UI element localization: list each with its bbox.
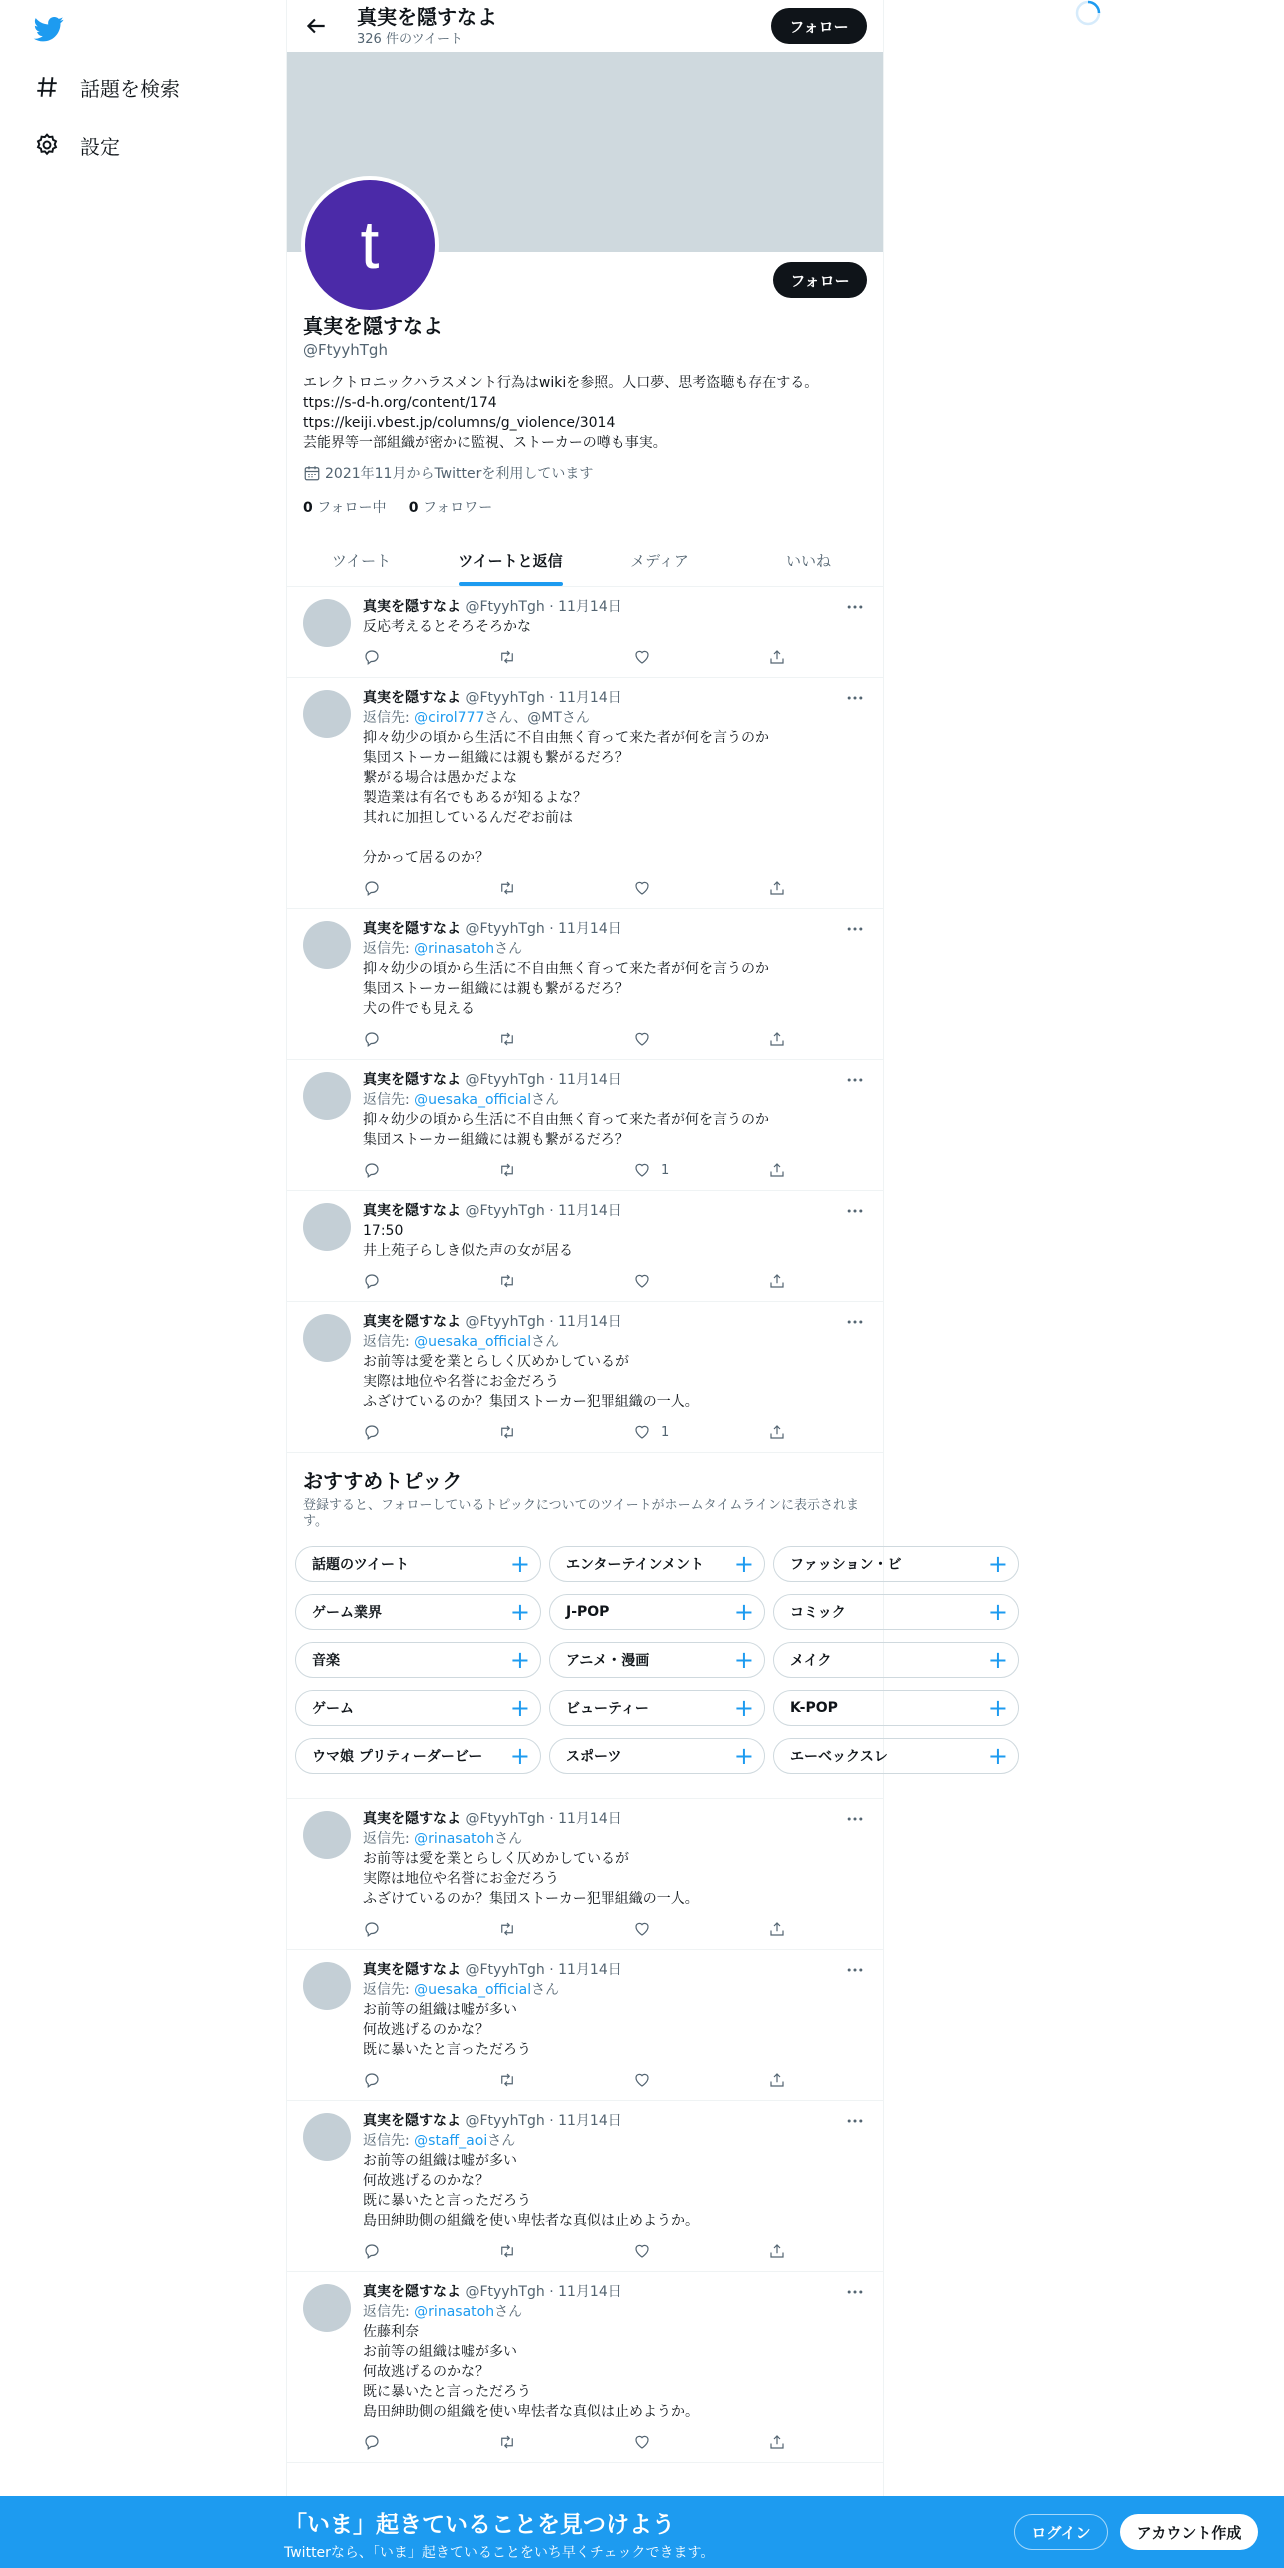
more-options-icon[interactable] bbox=[845, 2282, 865, 2302]
tweet-avatar[interactable] bbox=[303, 2284, 351, 2332]
followers-count: 0 bbox=[408, 500, 419, 516]
heart-icon bbox=[633, 879, 651, 897]
header-follow-button[interactable]: フォロー bbox=[771, 8, 867, 44]
like-button[interactable] bbox=[633, 2071, 768, 2089]
plus-icon[interactable]: + bbox=[509, 1646, 530, 1674]
tweet[interactable] bbox=[287, 587, 883, 678]
plus-icon[interactable]: + bbox=[987, 1742, 1008, 1770]
topic-chip[interactable] bbox=[773, 1690, 1019, 1726]
tab-likes[interactable]: いいね bbox=[785, 552, 831, 570]
nav-settings-label: 設定 bbox=[80, 134, 120, 159]
retweet-icon bbox=[498, 1423, 516, 1441]
tweet-actions bbox=[363, 637, 788, 677]
back-arrow-icon[interactable] bbox=[303, 13, 329, 39]
retweet-button[interactable] bbox=[498, 1030, 633, 1048]
retweet-button[interactable] bbox=[498, 648, 633, 666]
reply-button[interactable] bbox=[363, 2433, 498, 2451]
share-button[interactable] bbox=[768, 2242, 788, 2260]
tweet-actions bbox=[363, 2060, 788, 2100]
reply-button[interactable] bbox=[363, 1272, 498, 1290]
profile-name: 真実を隠すなよ bbox=[303, 314, 443, 338]
reply-icon bbox=[363, 1030, 381, 1048]
tweet-avatar[interactable] bbox=[303, 1072, 351, 1120]
retweet-button[interactable] bbox=[498, 879, 633, 897]
tweet-reply-to bbox=[363, 1980, 867, 2000]
reply-prefix: 返信先: bbox=[363, 941, 415, 957]
retweet-button[interactable] bbox=[498, 2242, 633, 2260]
topic-chip-label: コミック bbox=[790, 1605, 846, 1621]
topic-chip[interactable] bbox=[295, 1738, 541, 1774]
profile-stats bbox=[303, 497, 867, 517]
tweet-meta: @FtyyhTgh · 11月14日 bbox=[461, 690, 622, 706]
topic-chip[interactable] bbox=[773, 1546, 1019, 1582]
tweet-avatar[interactable] bbox=[303, 599, 351, 647]
tweet-reply-to bbox=[363, 939, 867, 959]
plus-icon[interactable]: + bbox=[733, 1598, 754, 1626]
tweet[interactable] bbox=[287, 1060, 883, 1191]
tweet-meta: @FtyyhTgh · 11月14日 bbox=[461, 2113, 622, 2129]
reply-suffix: さん bbox=[494, 941, 523, 957]
hashtag-icon bbox=[34, 74, 60, 100]
signup-banner-subtitle: Twitterなら、「いま」起きていることをいち早くチェックできます。 bbox=[284, 2545, 715, 2561]
like-button[interactable] bbox=[633, 1161, 768, 1179]
share-icon bbox=[768, 2242, 786, 2260]
tweet-text: お前等の組織は嘘が多い 何故逃げるのかな？ 既に暴いたと言っただろう bbox=[363, 2002, 531, 2058]
topic-chip[interactable] bbox=[295, 1594, 541, 1630]
tweet-avatar[interactable] bbox=[303, 1811, 351, 1859]
reply-prefix: 返信先: bbox=[363, 1982, 415, 1998]
plus-icon[interactable]: + bbox=[509, 1694, 530, 1722]
tweet-reply-to bbox=[363, 1332, 867, 1352]
reply-mention-link[interactable]: @staff_aoi bbox=[414, 2133, 488, 2149]
heart-icon bbox=[633, 1161, 651, 1179]
reply-suffix: さん bbox=[494, 2304, 523, 2320]
joined-text: 2021年11月からTwitterを利用しています bbox=[325, 466, 594, 482]
tweet-author-name[interactable]: 真実を隠すなよ bbox=[363, 690, 461, 706]
reply-suffix: さん、@MTさん bbox=[484, 710, 590, 726]
tweet[interactable] bbox=[287, 1302, 883, 1453]
reply-suffix: さん bbox=[494, 1831, 523, 1847]
tweet-count: 326 件のツイート bbox=[357, 31, 464, 47]
like-button[interactable] bbox=[633, 1272, 768, 1290]
like-button[interactable] bbox=[633, 1030, 768, 1048]
reply-suffix: さん bbox=[531, 1092, 560, 1108]
tweet-actions bbox=[363, 1019, 788, 1059]
followers-link[interactable] bbox=[409, 500, 493, 516]
retweet-icon bbox=[498, 1030, 516, 1048]
topic-chip-label: K-POP bbox=[790, 1700, 838, 1716]
like-button[interactable] bbox=[633, 879, 768, 897]
share-button[interactable] bbox=[768, 2071, 788, 2089]
share-button[interactable] bbox=[768, 1423, 788, 1441]
reply-mention-link[interactable]: @rinasatoh bbox=[414, 2304, 495, 2320]
tweet-avatar[interactable] bbox=[303, 1314, 351, 1362]
topic-chip-label: 音楽 bbox=[312, 1653, 340, 1669]
topic-chip[interactable] bbox=[549, 1594, 765, 1630]
share-icon bbox=[768, 879, 786, 897]
plus-icon[interactable]: + bbox=[987, 1550, 1008, 1578]
tab-tweets-and-replies[interactable]: ツイートと返信 bbox=[436, 535, 585, 586]
topic-chip[interactable] bbox=[773, 1642, 1019, 1678]
tweet-avatar[interactable] bbox=[303, 2113, 351, 2161]
tweet-author-name[interactable]: 真実を隠すなよ bbox=[363, 1203, 461, 1219]
tweet-actions bbox=[363, 2231, 788, 2271]
topic-chip-row bbox=[295, 1594, 1008, 1634]
tweet-header bbox=[363, 1070, 867, 1090]
share-button[interactable] bbox=[768, 1030, 788, 1048]
like-button[interactable] bbox=[633, 2242, 768, 2260]
tweet-text: お前等の組織は嘘が多い 何故逃げるのかな？ 既に暴いたと言っただろう 島田紳助側の組織を使い卑怯者な真似は止めようか。 bbox=[363, 2153, 699, 2229]
topic-chip-row bbox=[295, 1738, 1008, 1778]
retweet-icon bbox=[498, 879, 516, 897]
share-button[interactable] bbox=[768, 1272, 788, 1290]
topic-chip[interactable] bbox=[773, 1594, 1019, 1630]
retweet-icon bbox=[498, 2433, 516, 2451]
more-options-icon[interactable] bbox=[845, 688, 865, 708]
share-icon bbox=[768, 648, 786, 666]
topic-chip[interactable] bbox=[549, 1690, 765, 1726]
topic-chip-label: ゲーム bbox=[312, 1701, 354, 1717]
reply-icon bbox=[363, 2433, 381, 2451]
tweet[interactable] bbox=[287, 2101, 883, 2272]
reply-button[interactable] bbox=[363, 2071, 498, 2089]
tweet-text: 反応考えるとそろそろかな bbox=[363, 619, 531, 635]
retweet-button[interactable] bbox=[498, 2071, 633, 2089]
tweet-meta: @FtyyhTgh · 11月14日 bbox=[461, 1203, 622, 1219]
tweet-avatar[interactable] bbox=[303, 1203, 351, 1251]
topic-chip-row bbox=[295, 1642, 1008, 1682]
plus-icon[interactable]: + bbox=[509, 1598, 530, 1626]
signup-banner bbox=[0, 2496, 1284, 2568]
heart-icon bbox=[633, 648, 651, 666]
topic-chip-row bbox=[295, 1690, 1008, 1730]
topic-chip[interactable] bbox=[773, 1738, 1019, 1774]
tweet-reply-to bbox=[363, 1090, 867, 1110]
topic-chip-label: ファッション・ビ bbox=[790, 1557, 902, 1573]
reply-mention-link[interactable]: @rinasatoh bbox=[414, 1831, 495, 1847]
share-button[interactable] bbox=[768, 879, 788, 897]
like-count: 1 bbox=[661, 1424, 670, 1440]
plus-icon[interactable]: + bbox=[987, 1598, 1008, 1626]
tweet[interactable] bbox=[287, 2272, 883, 2463]
tweet-actions bbox=[363, 1261, 788, 1301]
topic-chip-row bbox=[295, 1546, 1008, 1586]
tweet[interactable] bbox=[287, 909, 883, 1060]
like-button[interactable] bbox=[633, 1423, 768, 1441]
topic-chip-label: ビューティー bbox=[566, 1701, 649, 1717]
tweet-reply-to bbox=[363, 1829, 867, 1849]
retweet-icon bbox=[498, 648, 516, 666]
tweet-author-name[interactable]: 真実を隠すなよ bbox=[363, 1811, 461, 1827]
tweet-reply-to bbox=[363, 2302, 867, 2322]
share-icon bbox=[768, 1423, 786, 1441]
topic-chip[interactable] bbox=[295, 1546, 541, 1582]
retweet-button[interactable] bbox=[498, 1272, 633, 1290]
twitter-logo-icon[interactable] bbox=[32, 14, 66, 44]
topic-chip-label: ゲーム業界 bbox=[312, 1605, 382, 1621]
tweet-actions bbox=[363, 2422, 788, 2462]
tweet-header bbox=[363, 2282, 867, 2302]
reply-button[interactable] bbox=[363, 648, 498, 666]
reply-button[interactable] bbox=[363, 1030, 498, 1048]
heart-icon bbox=[633, 1423, 651, 1441]
topic-chip-label: J-POP bbox=[566, 1604, 610, 1620]
tweet-reply-to bbox=[363, 708, 867, 728]
topic-chip[interactable] bbox=[295, 1642, 541, 1678]
more-options-icon[interactable] bbox=[845, 1201, 865, 1221]
reply-icon bbox=[363, 1423, 381, 1441]
topic-chip[interactable] bbox=[549, 1642, 765, 1678]
plus-icon[interactable]: + bbox=[733, 1742, 754, 1770]
reply-icon bbox=[363, 648, 381, 666]
following-link[interactable] bbox=[303, 500, 387, 516]
retweet-button[interactable] bbox=[498, 1920, 633, 1938]
reply-button[interactable] bbox=[363, 2242, 498, 2260]
share-icon bbox=[768, 2071, 786, 2089]
loading-spinner-icon bbox=[1072, 0, 1104, 26]
signup-banner-title: 「いま」起きていることを見つけよう bbox=[284, 2512, 675, 2538]
profile-joined bbox=[303, 463, 867, 483]
tweet-meta: @FtyyhTgh · 11月14日 bbox=[461, 2284, 622, 2300]
share-icon bbox=[768, 1161, 786, 1179]
share-button[interactable] bbox=[768, 1920, 788, 1938]
reply-mention-link[interactable]: @cirol777 bbox=[414, 710, 485, 726]
nav-explore[interactable] bbox=[34, 65, 180, 109]
reply-suffix: さん bbox=[487, 2133, 516, 2149]
reply-icon bbox=[363, 1272, 381, 1290]
reply-mention-link[interactable]: @uesaka_official bbox=[414, 1092, 532, 1108]
tweet-actions bbox=[363, 1909, 788, 1949]
reply-mention-link[interactable]: @uesaka_official bbox=[414, 1982, 532, 1998]
reply-icon bbox=[363, 2071, 381, 2089]
tweet-text: 抑々幼少の頃から生活に不自由無く育って来た者が何を言うのか 集団ストーカー組織には親も繋がるだろ？ 犬の件でも見える bbox=[363, 961, 769, 1017]
like-button[interactable] bbox=[633, 648, 768, 666]
more-options-icon[interactable] bbox=[845, 1070, 865, 1090]
tweet-author-name[interactable]: 真実を隠すなよ bbox=[363, 1072, 461, 1088]
retweet-icon bbox=[498, 1272, 516, 1290]
topic-chip-label: ウマ娘 プリティーダービー bbox=[312, 1749, 483, 1765]
heart-icon bbox=[633, 1030, 651, 1048]
tweet-author-name[interactable]: 真実を隠すなよ bbox=[363, 1962, 461, 1978]
profile-avatar[interactable]: t bbox=[301, 176, 439, 314]
nav-settings[interactable] bbox=[34, 123, 120, 167]
share-icon bbox=[768, 2433, 786, 2451]
profile-handle: @FtyyhTgh bbox=[303, 341, 388, 359]
plus-icon[interactable]: + bbox=[733, 1550, 754, 1578]
more-options-icon[interactable] bbox=[845, 1809, 865, 1829]
heart-icon bbox=[633, 2242, 651, 2260]
tweet-author-name[interactable]: 真実を隠すなよ bbox=[363, 1314, 461, 1330]
topic-chip-label: スポーツ bbox=[566, 1749, 622, 1765]
reply-mention-link[interactable]: @rinasatoh bbox=[414, 941, 495, 957]
following-count: 0 bbox=[303, 500, 313, 516]
topic-chip-label: エーベックスレ bbox=[790, 1749, 888, 1765]
tweet-author-name[interactable]: 真実を隠すなよ bbox=[363, 921, 461, 937]
tweet-author-name[interactable]: 真実を隠すなよ bbox=[363, 599, 461, 615]
topic-chip-label: メイク bbox=[790, 1653, 832, 1669]
share-button[interactable] bbox=[768, 2433, 788, 2451]
topic-chip-label: アニメ・漫画 bbox=[566, 1653, 650, 1669]
tweet[interactable] bbox=[287, 1799, 883, 1950]
heart-icon bbox=[633, 2433, 651, 2451]
tweet-meta: @FtyyhTgh · 11月14日 bbox=[461, 1072, 622, 1088]
tweet-actions bbox=[363, 868, 788, 908]
topic-chip-label: 話題のツイート bbox=[312, 1557, 410, 1573]
like-button[interactable] bbox=[633, 2433, 768, 2451]
tweet[interactable] bbox=[287, 678, 883, 909]
topic-chips bbox=[287, 1546, 1008, 1778]
retweet-icon bbox=[498, 1920, 516, 1938]
share-icon bbox=[768, 1030, 786, 1048]
following-label: フォロー中 bbox=[312, 500, 387, 516]
tweet-text: 抑々幼少の頃から生活に不自由無く育って来た者が何を言うのか 集団ストーカー組織には親も繋がるだろ？ bbox=[363, 1112, 769, 1148]
share-button[interactable] bbox=[768, 1161, 788, 1179]
profile-tabs bbox=[287, 535, 883, 587]
more-options-icon[interactable] bbox=[845, 1312, 865, 1332]
more-options-icon[interactable] bbox=[845, 1960, 865, 1980]
more-options-icon[interactable] bbox=[845, 919, 865, 939]
share-icon bbox=[768, 1272, 786, 1290]
login-button[interactable]: ログイン bbox=[1014, 2514, 1108, 2550]
tweet-meta: @FtyyhTgh · 11月14日 bbox=[461, 599, 622, 615]
tweet-meta: @FtyyhTgh · 11月14日 bbox=[461, 921, 622, 937]
reply-prefix: 返信先: bbox=[363, 2304, 415, 2320]
like-count: 1 bbox=[661, 1162, 670, 1178]
tweet[interactable] bbox=[287, 1950, 883, 2101]
tweet-text: お前等は愛を業とらしく仄めかしているが 実際は地位や名誉にお金だろう ふざけているのか？集団ストーカー犯罪組織の一人。 bbox=[363, 1354, 699, 1410]
tweet-text: お前等は愛を業とらしく仄めかしているが 実際は地位や名誉にお金だろう ふざけているのか？集団ストーカー犯罪組織の一人。 bbox=[363, 1851, 699, 1907]
reply-prefix: 返信先: bbox=[363, 710, 415, 726]
plus-icon[interactable]: + bbox=[733, 1694, 754, 1722]
reply-prefix: 返信先: bbox=[363, 1092, 415, 1108]
like-button[interactable] bbox=[633, 1920, 768, 1938]
topic-chip[interactable] bbox=[549, 1546, 765, 1582]
more-options-icon[interactable] bbox=[845, 597, 865, 617]
tweet-actions bbox=[363, 1150, 788, 1190]
reply-button[interactable] bbox=[363, 1161, 498, 1179]
tweet-author-name[interactable]: 真実を隠すなよ bbox=[363, 2113, 461, 2129]
tweet-meta: @FtyyhTgh · 11月14日 bbox=[461, 1811, 622, 1827]
signup-button[interactable]: アカウント作成 bbox=[1120, 2514, 1258, 2550]
reply-button[interactable] bbox=[363, 1920, 498, 1938]
reply-icon bbox=[363, 1920, 381, 1938]
tweet-avatar[interactable] bbox=[303, 690, 351, 738]
tweet-header bbox=[363, 919, 867, 939]
retweet-button[interactable] bbox=[498, 1423, 633, 1441]
retweet-button[interactable] bbox=[498, 2433, 633, 2451]
reply-button[interactable] bbox=[363, 879, 498, 897]
tweet-text: 17:50 井上苑子らしき似た声の女が居る bbox=[363, 1223, 573, 1259]
retweet-icon bbox=[498, 2071, 516, 2089]
heart-icon bbox=[633, 2071, 651, 2089]
tweet-header bbox=[363, 1960, 867, 1980]
header-name: 真実を隠すなよ bbox=[357, 4, 497, 29]
tweet-author-name[interactable]: 真実を隠すなよ bbox=[363, 2284, 461, 2300]
tweet-avatar[interactable] bbox=[303, 1962, 351, 2010]
tab-media[interactable]: メディア bbox=[630, 552, 689, 570]
tweet-header bbox=[363, 688, 867, 708]
plus-icon[interactable]: + bbox=[733, 1646, 754, 1674]
tweet-header bbox=[363, 1809, 867, 1829]
reply-mention-link[interactable]: @uesaka_official bbox=[414, 1334, 532, 1350]
tweet-header bbox=[363, 2111, 867, 2131]
tweet-text: 佐藤利奈 お前等の組織は嘘が多い 何故逃げるのかな？ 既に暴いたと言っただろう 島田紳助側の組織を使い卑怯者な真似は止めようか。 bbox=[363, 2324, 699, 2420]
profile-follow-button[interactable]: フォロー bbox=[773, 262, 867, 298]
topic-chip[interactable] bbox=[295, 1690, 541, 1726]
profile-header-bar bbox=[287, 0, 883, 52]
reply-icon bbox=[363, 2242, 381, 2260]
tweet-meta: @FtyyhTgh · 11月14日 bbox=[461, 1314, 622, 1330]
profile-bio: エレクトロニックハラスメント行為はwikiを参照。人口夢、思考盗聴も存在する。 ttps://s-d-h.org/content/174 ttps://keiji.vbest.jp/columns/g_violence/3014 芸能界等一部組織が密かに監視、ストーカーの噂も事実。 bbox=[303, 375, 819, 451]
heart-icon bbox=[633, 1272, 651, 1290]
gear-icon bbox=[34, 132, 60, 158]
retweet-icon bbox=[498, 2242, 516, 2260]
recommended-topics bbox=[287, 1453, 1008, 1799]
tweet-text: 抑々幼少の頃から生活に不自由無く育って来た者が何を言うのか 集団ストーカー組織には親も繋がるだろ？ 繋がる場合は愚かだよな 製造業は有名でもあるが知るよな？ 其れに加担しているんだぞお前は 分かって居るのか？ bbox=[363, 730, 769, 866]
plus-icon[interactable]: + bbox=[509, 1742, 530, 1770]
tweet[interactable] bbox=[287, 1191, 883, 1302]
tweet-feed bbox=[287, 587, 883, 1453]
nav-explore-label: 話題を検索 bbox=[80, 76, 180, 101]
more-options-icon[interactable] bbox=[845, 2111, 865, 2131]
main-column bbox=[286, 0, 1008, 2568]
tab-tweets[interactable]: ツイート bbox=[331, 552, 392, 570]
followers-label: フォロワー bbox=[418, 500, 493, 516]
share-icon bbox=[768, 1920, 786, 1938]
plus-icon[interactable]: + bbox=[509, 1550, 530, 1578]
tweet-actions bbox=[363, 1412, 788, 1452]
tweet-meta: @FtyyhTgh · 11月14日 bbox=[461, 1962, 622, 1978]
reply-prefix: 返信先: bbox=[363, 1831, 415, 1847]
topics-title: おすすめトピック bbox=[303, 1469, 463, 1493]
reply-icon bbox=[363, 879, 381, 897]
calendar-icon bbox=[303, 464, 321, 482]
tweet-header bbox=[363, 597, 867, 617]
reply-suffix: さん bbox=[531, 1334, 560, 1350]
plus-icon[interactable]: + bbox=[987, 1646, 1008, 1674]
share-button[interactable] bbox=[768, 648, 788, 666]
tweet-header bbox=[363, 1201, 867, 1221]
reply-button[interactable] bbox=[363, 1423, 498, 1441]
tweet-avatar[interactable] bbox=[303, 921, 351, 969]
plus-icon[interactable]: + bbox=[987, 1694, 1008, 1722]
reply-icon bbox=[363, 1161, 381, 1179]
tweet-feed-more bbox=[287, 1799, 883, 2463]
heart-icon bbox=[633, 1920, 651, 1938]
topic-chip-label: エンターテインメント bbox=[566, 1557, 705, 1573]
reply-suffix: さん bbox=[531, 1982, 560, 1998]
reply-prefix: 返信先: bbox=[363, 1334, 415, 1350]
tweet-reply-to bbox=[363, 2131, 867, 2151]
topics-subtitle: 登録すると、フォローしているトピックについてのツイートがホームタイムラインに表示されます。 bbox=[303, 1498, 860, 1529]
reply-prefix: 返信先: bbox=[363, 2133, 415, 2149]
retweet-icon bbox=[498, 1161, 516, 1179]
retweet-button[interactable] bbox=[498, 1161, 633, 1179]
topic-chip[interactable] bbox=[549, 1738, 765, 1774]
tweet-header bbox=[363, 1312, 867, 1332]
